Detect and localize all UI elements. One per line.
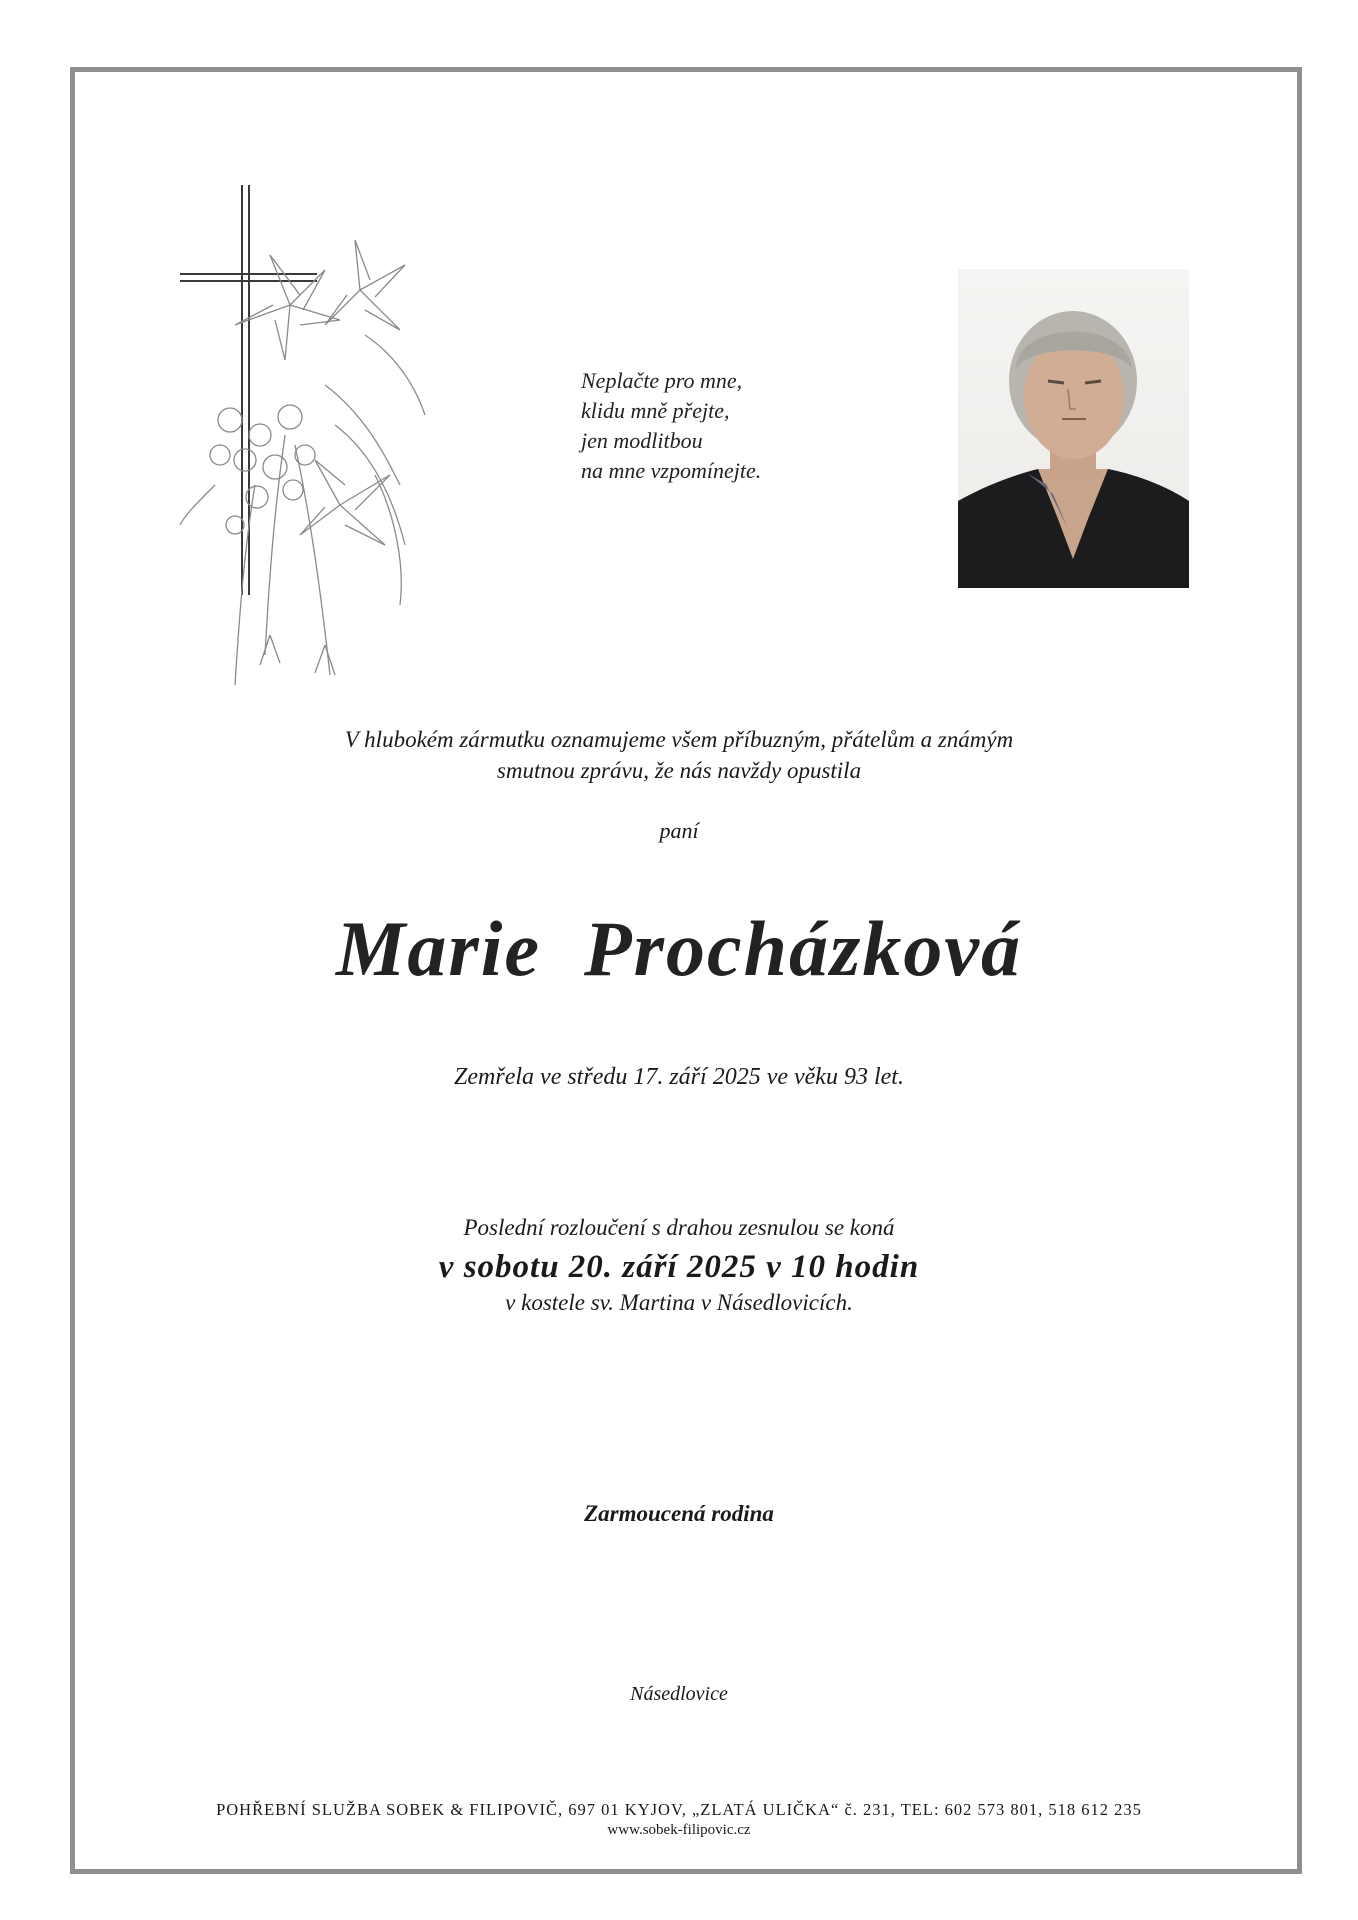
announcement: [0, 724, 1358, 786]
announcement-line: V hlubokém zármutku oznamujeme všem příbuzným, přátelům a známým: [344, 727, 1014, 752]
farewell-place: v kostele sv. Martina v Násedlovicích.: [505, 1290, 853, 1315]
town: Násedlovice: [630, 1683, 728, 1705]
farewell-datetime: v sobotu 20. září 2025 v 10 hodin: [438, 1249, 920, 1285]
announcement-line: smutnou zprávu, že nás navždy opustila: [496, 758, 862, 783]
poem-line: jen modlitbou: [581, 428, 703, 453]
deceased-name: Marie Procházková: [336, 905, 1022, 992]
poem-line: Neplačte pro mne,: [581, 368, 743, 393]
title-pani: paní: [659, 818, 699, 843]
footer-website: www.sobek-filipovic.cz: [607, 1822, 751, 1838]
signoff: Zarmoucená rodina: [584, 1501, 774, 1526]
farewell-intro: Poslední rozloučení s drahou zesnulou se koná: [463, 1215, 895, 1240]
portrait-photo: [958, 269, 1189, 588]
cross-lilies-icon: [175, 185, 455, 690]
footer-company: POHŘEBNÍ SLUŽBA SOBEK & FILIPOVIČ, 697 01 KYJOV, „ZLATÁ ULIČKA“ č. 231, TEL: 602 573 801, 518 612 235: [216, 1800, 1142, 1819]
poem-line: na mne vzpomínejte.: [581, 458, 762, 483]
poem-line: klidu mně přejte,: [581, 398, 730, 423]
poem: [581, 366, 761, 486]
death-notice: Zemřela ve středu 17. září 2025 ve věku 93 let.: [454, 1064, 904, 1090]
